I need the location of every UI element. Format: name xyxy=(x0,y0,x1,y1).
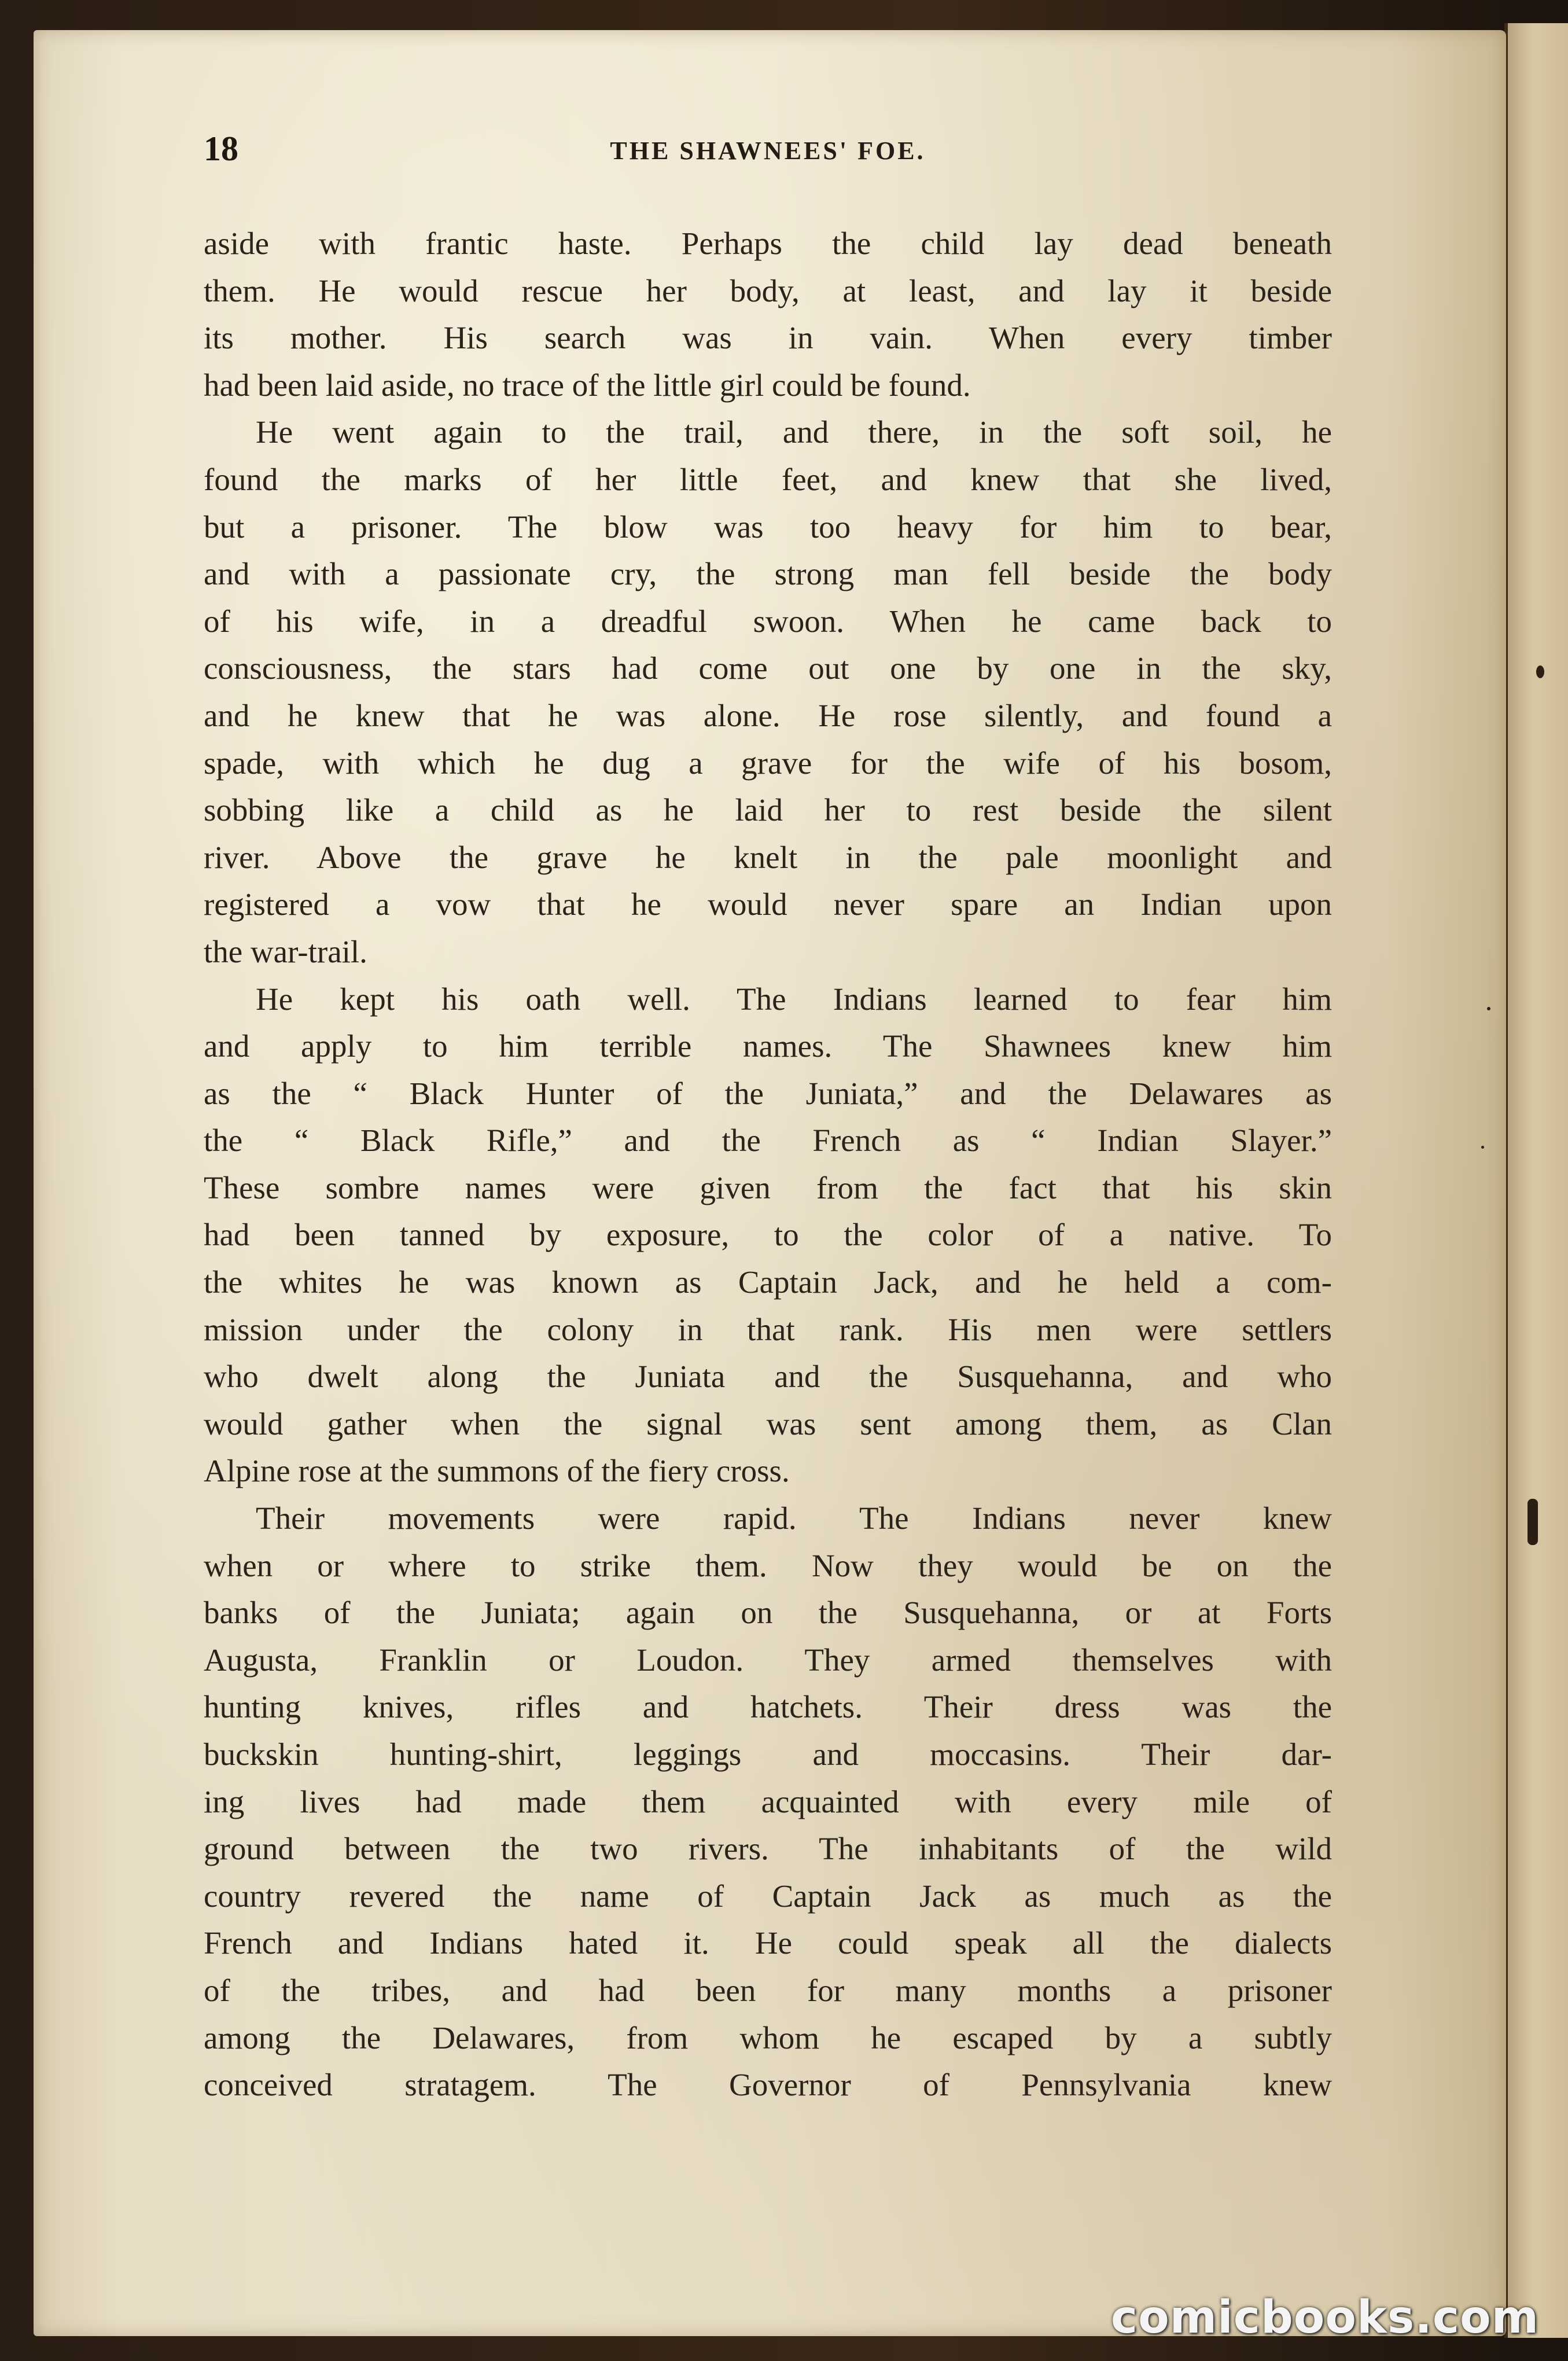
text-line: who dwelt along the Juniata and the Susquehanna, and who xyxy=(204,1359,1332,1395)
text-line: French and Indians hated it. He could speak all the dialects xyxy=(204,1925,1332,1961)
text-line: consciousness, the stars had come out one by one in the sky, xyxy=(204,650,1332,686)
text-line: aside with frantic haste. Perhaps the child lay dead beneath xyxy=(204,226,1332,261)
text-line: country revered the name of Captain Jack as much as the xyxy=(204,1878,1332,1914)
text-line: the war-trail. xyxy=(204,933,367,969)
body-text xyxy=(204,220,1332,2109)
running-head xyxy=(204,119,1332,182)
text-line: He kept his oath well. The Indians learned to fear him xyxy=(256,981,1332,1017)
text-line: hunting knives, rifles and hatchets. Their dress was the xyxy=(204,1689,1332,1725)
text-line: spade, with which he dug a grave for the wife of his bosom, xyxy=(204,745,1332,781)
text-line: Augusta, Franklin or Loudon. They armed themselves with xyxy=(204,1642,1332,1678)
text-line: and apply to him terrible names. The Shawnees knew him xyxy=(204,1028,1332,1064)
text-line: its mother. His search was in vain. When every timber xyxy=(204,320,1332,356)
text-line: ground between the two rivers. The inhabitants of the wild xyxy=(204,1831,1332,1867)
text-line: mission under the colony in that rank. His men were settlers xyxy=(204,1311,1332,1347)
text-line: would gather when the signal was sent among them, as Clan xyxy=(204,1406,1332,1441)
text-line: conceived stratagem. The Governor of Pennsylvania knew xyxy=(204,2067,1332,2103)
next-page-edge xyxy=(1504,23,1568,2338)
text-line: He went again to the trail, and there, in the soft soil, he xyxy=(256,414,1332,450)
text-line: the whites he was known as Captain Jack, and he held a com- xyxy=(204,1264,1332,1300)
text-line: sobbing like a child as he laid her to rest beside the silent xyxy=(204,792,1332,828)
text-line: them. He would rescue her body, at least, and lay it beside xyxy=(204,273,1332,308)
text-line: among the Delawares, from whom he escaped by a subtly xyxy=(204,2020,1332,2055)
text-line: Their movements were rapid. The Indians never knew xyxy=(256,1501,1332,1536)
text-line: the “ Black Rifle,” and the French as “ Indian Slayer.” xyxy=(204,1123,1332,1159)
text-line: Alpine rose at the summons of the fiery cross. xyxy=(204,1453,790,1489)
text-line: buckskin hunting-shirt, leggings and moccasins. Their dar- xyxy=(204,1737,1332,1772)
watermark: comicbooks.com xyxy=(1110,2292,1539,2344)
page-number: 18 xyxy=(204,130,238,168)
text-line: ing lives had made them acquainted with every mile of xyxy=(204,1783,1332,1819)
text-line: banks of the Juniata; again on the Susquehanna, or at Forts xyxy=(204,1595,1332,1631)
text-line: and he knew that he was alone. He rose silently, and found a xyxy=(204,697,1332,733)
text-line: and with a passionate cry, the strong man fell beside the body xyxy=(204,556,1332,592)
text-line: when or where to strike them. Now they would be on the xyxy=(204,1547,1332,1583)
text-line: but a prisoner. The blow was too heavy for him to bear, xyxy=(204,509,1332,545)
text-line: as the “ Black Hunter of the Juniata,” and the Delawares as xyxy=(204,1075,1332,1111)
text-line: found the marks of her little feet, and knew that she lived, xyxy=(204,461,1332,497)
text-line: These sombre names were given from the fact that his skin xyxy=(204,1170,1332,1205)
text-line: had been tanned by exposure, to the color of a native. To xyxy=(204,1217,1332,1253)
text-line: river. Above the grave he knelt in the pale moonlight and xyxy=(204,839,1332,875)
text-line: of his wife, in a dreadful swoon. When he came back to xyxy=(204,603,1332,639)
text-line: of the tribes, and had been for many months a prisoner xyxy=(204,1972,1332,2008)
text-line: registered a vow that he would never spare an Indian upon xyxy=(204,887,1332,922)
running-head-title: THE SHAWNEES' FOE. xyxy=(610,137,926,165)
text-line: had been laid aside, no trace of the little girl could be found. xyxy=(204,367,971,403)
